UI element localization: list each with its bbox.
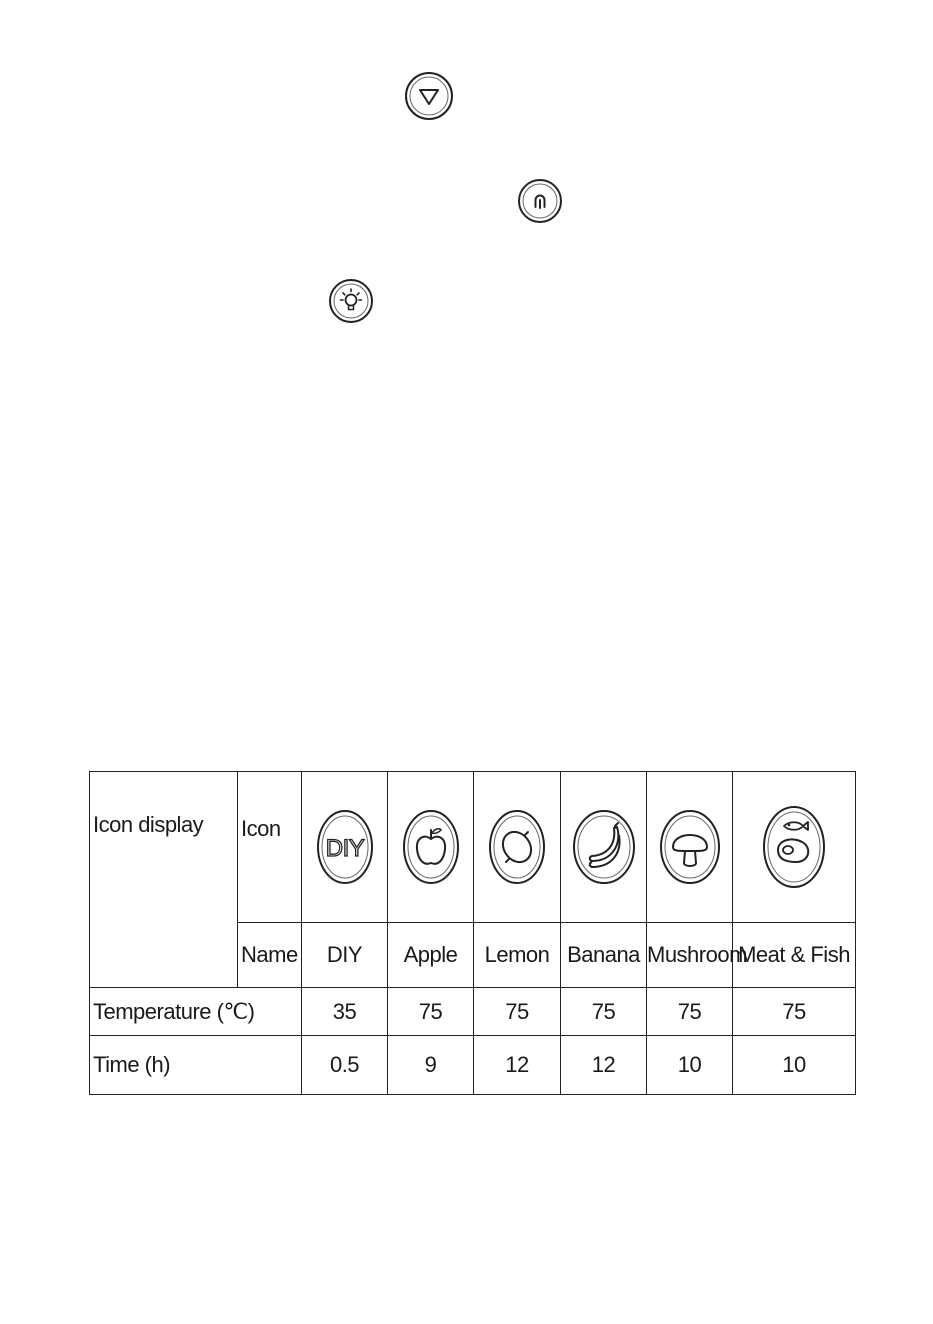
preset-table	[89, 771, 856, 1095]
preset-name: Apple	[388, 923, 474, 988]
banana-icon	[572, 809, 636, 885]
mushroom-icon	[659, 809, 721, 885]
light-bulb-icon[interactable]	[328, 278, 374, 324]
preset-name: Lemon	[474, 923, 561, 988]
preset-icon-cell	[733, 772, 856, 923]
preset-name: Mushroom	[647, 923, 733, 988]
preset-name: Meat & Fish	[733, 923, 856, 988]
preset-icon-cell	[647, 772, 733, 923]
lemon-icon	[488, 809, 546, 885]
preset-time: 12	[474, 1036, 561, 1095]
preset-time: 0.5	[302, 1036, 388, 1095]
temperature-row-header: Temperature (℃)	[90, 988, 302, 1036]
preset-temperature: 75	[561, 988, 647, 1036]
icon-display-header: Icon display	[90, 772, 238, 988]
down-triangle-icon[interactable]	[404, 71, 454, 121]
name-row-header: Name	[238, 923, 302, 988]
preset-temperature: 75	[647, 988, 733, 1036]
time-row-header: Time (h)	[90, 1036, 302, 1095]
preset-temperature: 75	[733, 988, 856, 1036]
preset-temperature: 35	[302, 988, 388, 1036]
diy-icon	[316, 809, 374, 885]
icon-row-header: Icon	[238, 772, 302, 923]
preset-temperature: 75	[388, 988, 474, 1036]
diy-icon-text: DIY	[325, 835, 364, 862]
preset-icon-cell	[561, 772, 647, 923]
power-icon[interactable]	[517, 178, 563, 224]
preset-icon-cell	[302, 772, 388, 923]
apple-icon	[402, 809, 460, 885]
preset-time: 9	[388, 1036, 474, 1095]
preset-name: DIY	[302, 923, 388, 988]
meat-fish-icon	[762, 804, 826, 890]
preset-temperature: 75	[474, 988, 561, 1036]
preset-time: 12	[561, 1036, 647, 1095]
preset-icon-cell	[474, 772, 561, 923]
preset-name: Banana	[561, 923, 647, 988]
preset-time: 10	[647, 1036, 733, 1095]
preset-time: 10	[733, 1036, 856, 1095]
preset-icon-cell	[388, 772, 474, 923]
